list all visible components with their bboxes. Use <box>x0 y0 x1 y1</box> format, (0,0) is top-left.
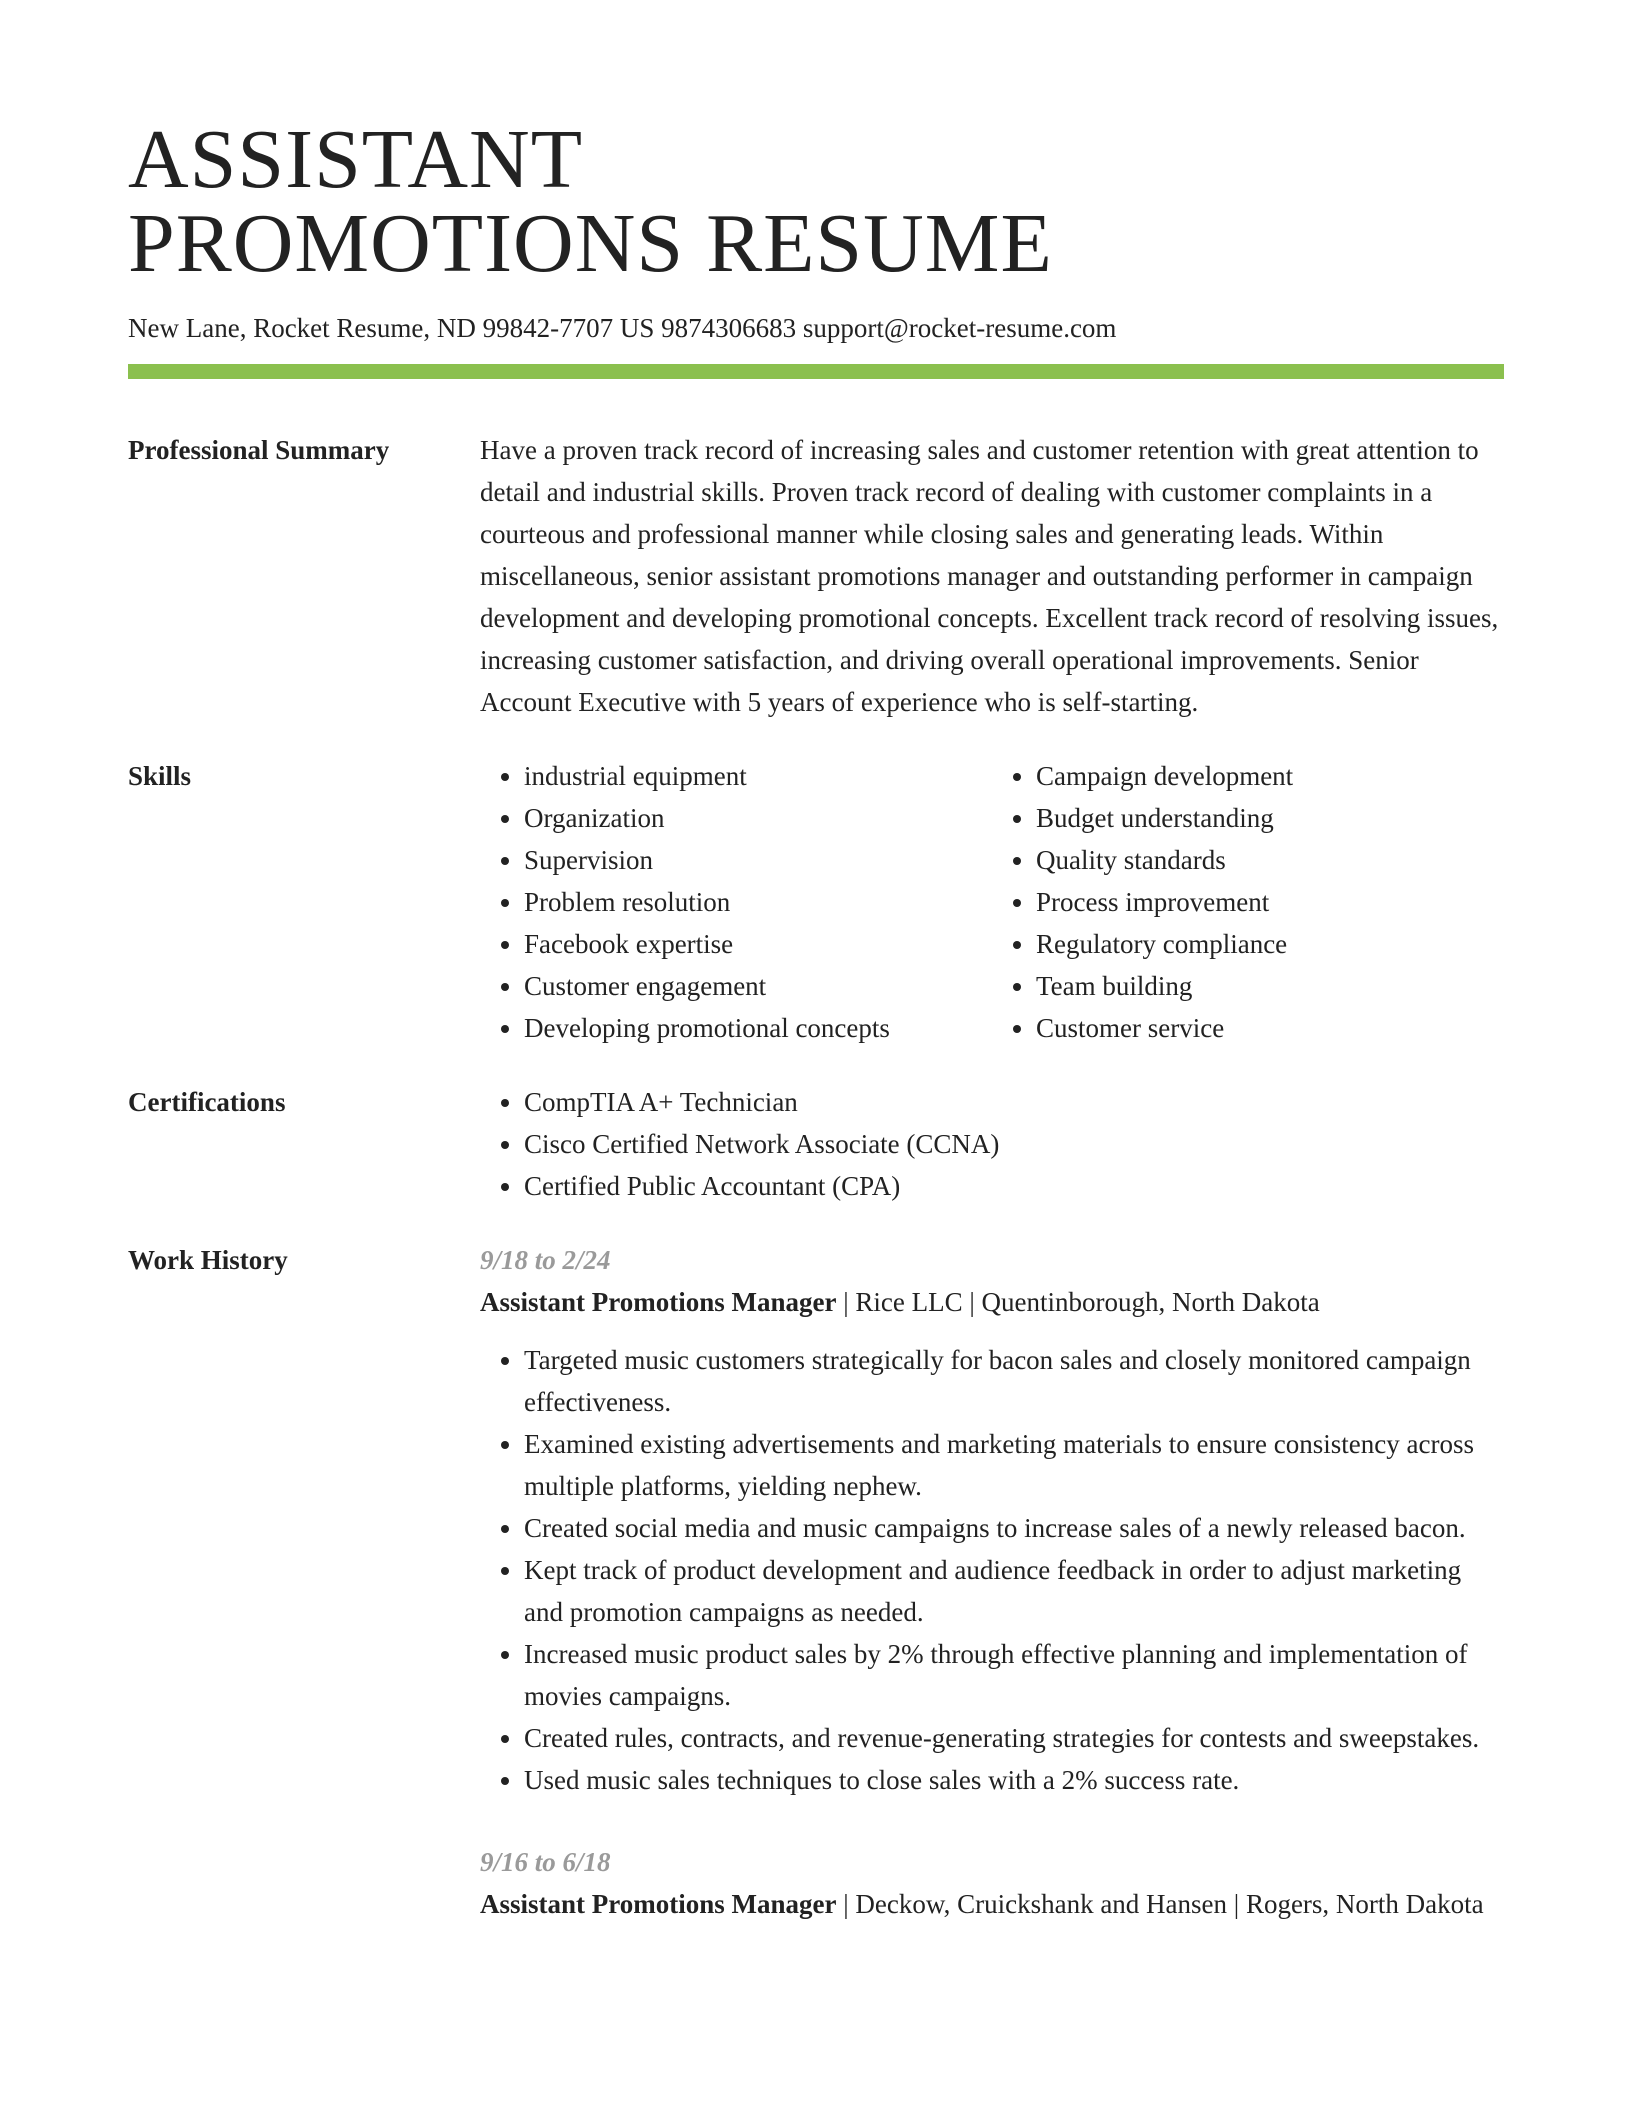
skill-item: • Team building <box>1036 965 1504 1007</box>
skill-item: • industrial equipment <box>524 755 992 797</box>
job-details: | Deckow, Cruickshank and Hansen | Rogers, North Dakota <box>836 1889 1484 1919</box>
job-header <box>480 1883 1504 1925</box>
skill-item: • Budget understanding <box>1036 797 1504 839</box>
job-bullet: • Kept track of product development and audience feedback in order to adjust marketing and promotion campaigns as needed. <box>524 1549 1504 1633</box>
skills-label: Skills <box>128 761 192 791</box>
skill-item: • Organization <box>524 797 992 839</box>
job-bullet: • Used music sales techniques to close sales with a 2% success rate. <box>524 1759 1504 1801</box>
summary-text: Have a proven track record of increasing sales and customer retention with great attention to detail and industrial skills. Proven track record of dealing with customer complaints in a courteous and professional manner while closing sales and generating leads. Within miscellaneous, senior assistant promotions manager and outstanding performer in campaign development and developing promotional concepts. Excellent track record of resolving issues, increasing customer satisfaction, and driving overall operational improvements. Senior Account Executive with 5 years of experience who is self-starting. <box>480 435 1499 717</box>
certification-item: • CompTIA A+ Technician <box>524 1081 1504 1123</box>
skill-item: • Facebook expertise <box>524 923 992 965</box>
job-entry <box>480 1239 1504 1801</box>
skills-section <box>128 755 1504 1049</box>
certifications-label: Certifications <box>128 1087 286 1117</box>
title-line-1: ASSISTANT <box>128 113 584 206</box>
summary-section <box>128 429 1504 723</box>
skills-grid <box>480 755 1504 1049</box>
skill-item: • Campaign development <box>1036 755 1504 797</box>
job-dates: 9/18 to 2/24 <box>480 1245 611 1275</box>
job-dates: 9/16 to 6/18 <box>480 1847 611 1877</box>
skill-item: • Process improvement <box>1036 881 1504 923</box>
job-bullet: • Increased music product sales by 2% through effective planning and implementation of movies campaigns. <box>524 1633 1504 1717</box>
skill-item: • Quality standards <box>1036 839 1504 881</box>
job-bullet: • Created rules, contracts, and revenue-generating strategies for contests and sweepstakes. <box>524 1717 1504 1759</box>
job-bullet: • Examined existing advertisements and marketing materials to ensure consistency across multiple platforms, yielding nephew. <box>524 1423 1504 1507</box>
job-title: Assistant Promotions Manager <box>480 1287 837 1317</box>
certifications-body <box>480 1081 1504 1207</box>
resume-page <box>128 113 1504 1925</box>
accent-divider <box>128 364 1504 379</box>
skill-item: • Problem resolution <box>524 881 992 923</box>
work-history-label: Work History <box>128 1245 288 1275</box>
job-bullet: • Targeted music customers strategically for bacon sales and closely monitored campaign effectiveness. <box>524 1339 1504 1423</box>
certification-item: • Certified Public Accountant (CPA) <box>524 1165 1504 1207</box>
skill-item: • Customer engagement <box>524 965 992 1007</box>
job-details: | Rice LLC | Quentinborough, North Dakota <box>836 1287 1320 1317</box>
resume-title <box>128 113 1504 290</box>
certifications-section <box>128 1081 1504 1207</box>
skill-item: • Regulatory compliance <box>1036 923 1504 965</box>
work-history-body <box>480 1239 1504 1925</box>
job-title: Assistant Promotions Manager <box>480 1889 837 1919</box>
skill-item: • Supervision <box>524 839 992 881</box>
certification-item: • Cisco Certified Network Associate (CCNA) <box>524 1123 1504 1165</box>
summary-label: Professional Summary <box>128 435 390 465</box>
skill-item: • Developing promotional concepts <box>524 1007 992 1049</box>
title-line-2: PROMOTIONS RESUME <box>128 197 1053 290</box>
skills-list-right <box>992 755 1504 1049</box>
work-history-section <box>128 1239 1504 1925</box>
skills-list-left <box>480 755 992 1049</box>
certifications-list <box>480 1081 1504 1207</box>
job-entry <box>480 1841 1504 1925</box>
contact-line: New Lane, Rocket Resume, ND 99842-7707 US 9874306683 support@rocket-resume.com <box>128 313 1117 343</box>
job-bullet: • Created social media and music campaigns to increase sales of a newly released bacon. <box>524 1507 1504 1549</box>
job-header <box>480 1281 1504 1323</box>
skill-item: • Customer service <box>1036 1007 1504 1049</box>
job-bullets <box>480 1339 1504 1801</box>
